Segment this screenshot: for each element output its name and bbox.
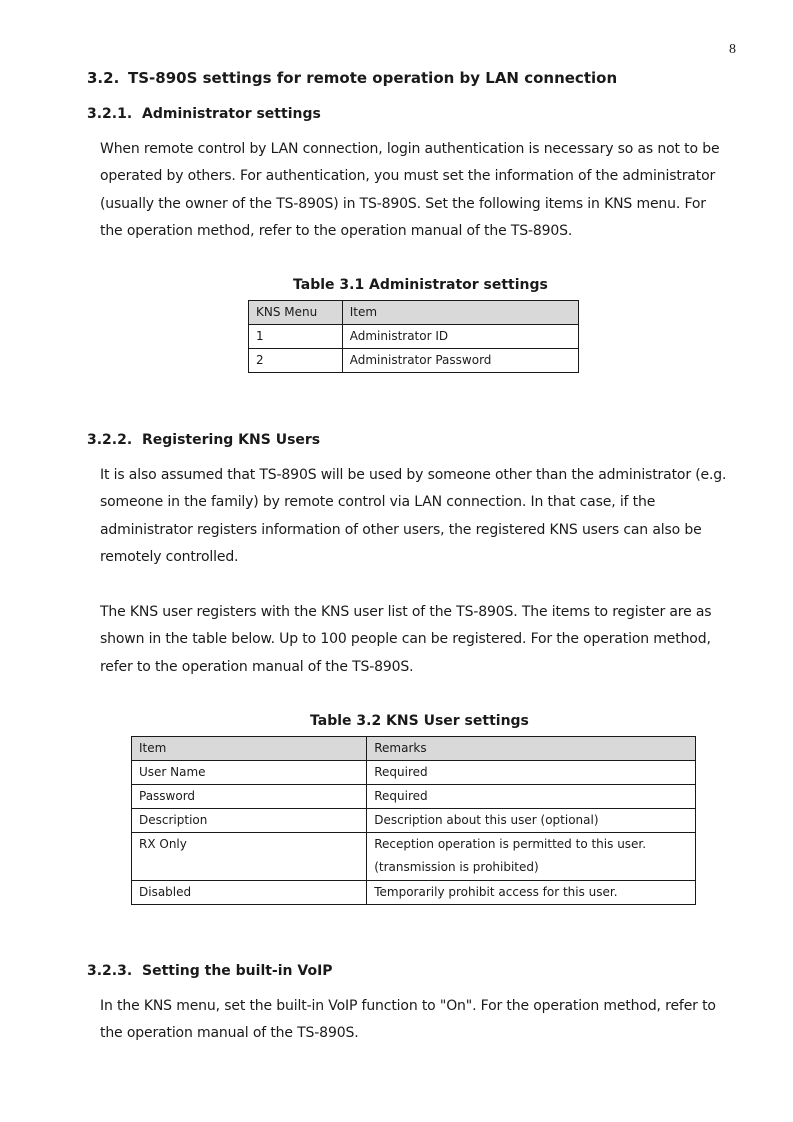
- text-line: the operation method, refer to the operation manual of the TS-890S.: [100, 222, 573, 239]
- text-line: remotely controlled.: [100, 548, 239, 565]
- table-cell: Required: [367, 785, 696, 809]
- table-cell: Description: [132, 809, 367, 833]
- text-line: When remote control by LAN connection, login authentication is necessary so as not to be: [100, 141, 720, 157]
- table-cell: Administrator Password: [342, 349, 578, 373]
- text-line: someone in the family) by remote control via LAN connection. In that case, if the: [100, 494, 656, 511]
- text-line: It is also assumed that TS-890S will be used by someone other than the administrator (e.g.: [100, 467, 727, 483]
- remark-line: (transmission is prohibited): [374, 860, 539, 874]
- users-paragraph-2: [100, 599, 750, 681]
- text-line: (usually the owner of the TS-890S) in TS-890S. Set the following items in KNS menu. For: [100, 195, 706, 212]
- voip-paragraph: [100, 993, 750, 1048]
- table-row: [132, 761, 696, 785]
- table-row: [132, 785, 696, 809]
- subsection-number: 3.2.1.: [87, 106, 133, 122]
- table-cell: Disabled: [132, 881, 367, 905]
- text-line: In the KNS menu, set the built-in VoIP function to "On". For the operation method, refer to: [100, 998, 716, 1014]
- column-header: Item: [342, 301, 578, 325]
- subsection-title: Administrator settings: [142, 106, 321, 122]
- table-header-row: [132, 737, 696, 761]
- text-line: shown in the table below. Up to 100 people can be registered. For the operation method,: [100, 631, 711, 648]
- text-line: The KNS user registers with the KNS user list of the TS-890S. The items to register are as: [100, 604, 712, 620]
- column-header: KNS Menu: [249, 301, 343, 325]
- users-paragraph-1: [100, 462, 750, 571]
- table-cell: Administrator ID: [342, 325, 578, 349]
- text-line: operated by others. For authentication, you must set the information of the administrator: [100, 168, 716, 185]
- table-cell: Temporarily prohibit access for this user.: [367, 881, 696, 905]
- column-header: Remarks: [367, 737, 696, 761]
- section-number: 3.2.: [87, 69, 120, 87]
- table-cell: User Name: [132, 761, 367, 785]
- table-cell: 1: [249, 325, 343, 349]
- table-header-row: [249, 301, 579, 325]
- subsection-title: Registering KNS Users: [142, 432, 321, 448]
- subsection-heading-admin: [87, 106, 321, 122]
- admin-paragraph: [100, 136, 750, 245]
- kns-user-settings-table: [131, 736, 696, 905]
- table-row: [132, 809, 696, 833]
- table-row: [249, 325, 579, 349]
- table-cell: 2: [249, 349, 343, 373]
- table-cell: Password: [132, 785, 367, 809]
- table-cell: Description about this user (optional): [367, 809, 696, 833]
- text-line: administrator registers information of other users, the registered KNS users can also be: [100, 521, 702, 538]
- remark-line: Reception operation is permitted to this user.: [374, 837, 647, 851]
- table-caption-admin: Table 3.1 Administrator settings: [293, 277, 548, 293]
- section-heading: [87, 69, 617, 87]
- table-caption-users: Table 3.2 KNS User settings: [310, 713, 529, 729]
- table-row: [132, 833, 696, 881]
- table-row: [132, 881, 696, 905]
- admin-settings-table: [248, 300, 579, 373]
- subsection-heading-users: [87, 432, 320, 448]
- page-number: 8: [729, 42, 736, 57]
- column-header: Item: [132, 737, 367, 761]
- table-cell: [367, 833, 696, 881]
- section-title: TS-890S settings for remote operation by LAN connection: [128, 69, 618, 87]
- table-cell: RX Only: [132, 833, 367, 881]
- subsection-heading-voip: [87, 963, 333, 979]
- table-cell: Required: [367, 761, 696, 785]
- subsection-number: 3.2.2.: [87, 432, 133, 448]
- text-line: the operation manual of the TS-890S.: [100, 1025, 359, 1042]
- subsection-title: Setting the built-in VoIP: [142, 963, 333, 979]
- subsection-number: 3.2.3.: [87, 963, 133, 979]
- table-row: [249, 349, 579, 373]
- text-line: refer to the operation manual of the TS-890S.: [100, 658, 414, 675]
